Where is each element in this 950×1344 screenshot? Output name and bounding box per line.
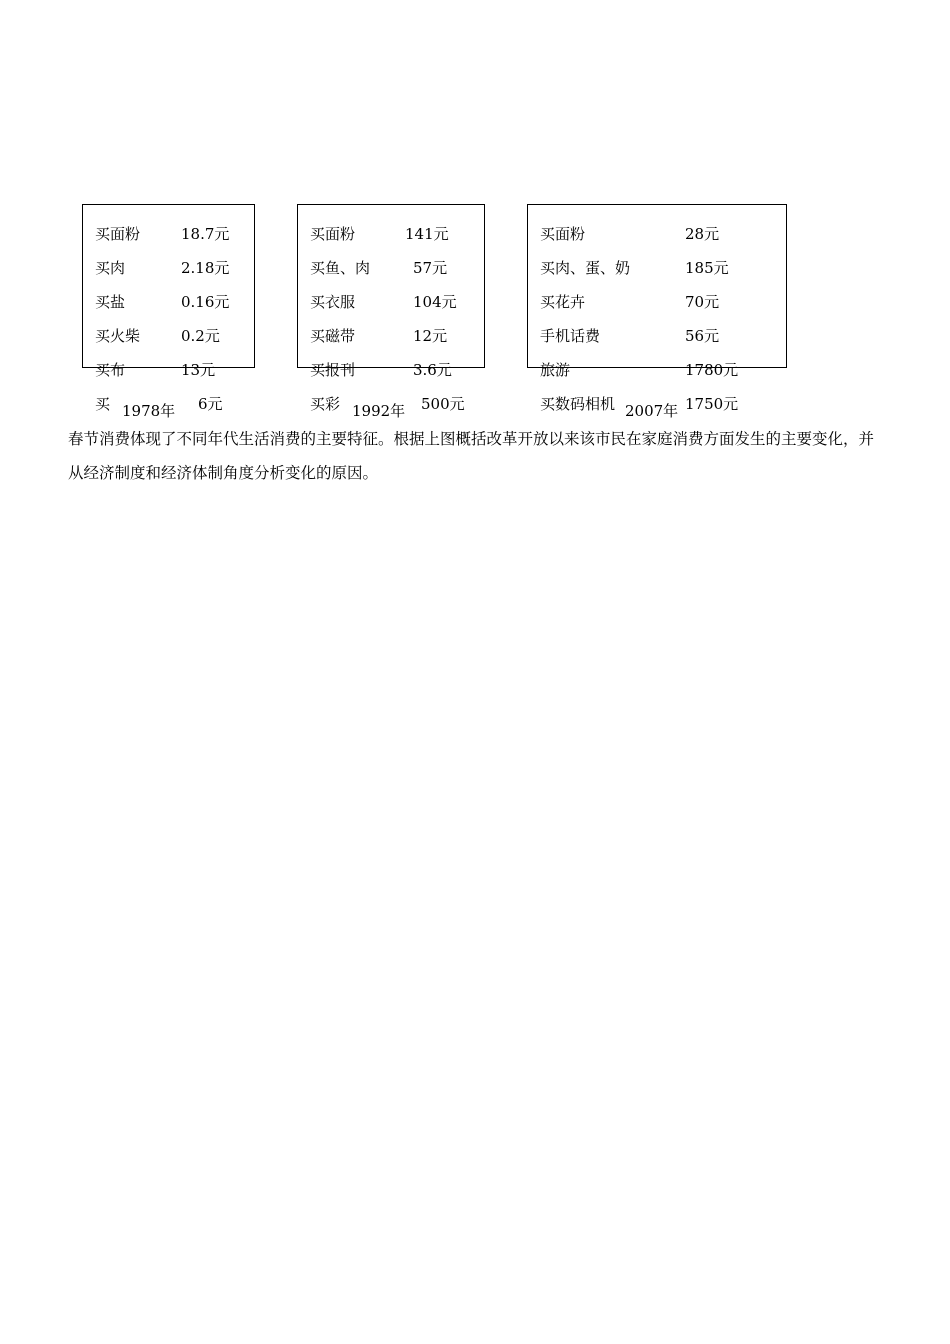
panel-1992-item-label: 买磁带 <box>310 327 356 345</box>
panel-1978-item-value: 0.2元 <box>181 327 220 345</box>
panel-1992-item-label: 买彩 <box>310 395 341 413</box>
panel-2007-item-value: 70元 <box>685 293 720 311</box>
panel-1992-item-label: 买衣服 <box>310 293 356 311</box>
panel-1978-item-value: 6元 <box>198 395 223 413</box>
panel-1978-item-label: 买肉 <box>95 259 126 277</box>
panel-2007-item-label: 买花卉 <box>540 293 586 311</box>
panel-1992-item-label: 买面粉 <box>310 225 356 243</box>
panel-1992-item-label: 买报刊 <box>310 361 356 379</box>
panel-2007-item-value: 28元 <box>685 225 720 243</box>
panel-2007-item-value: 56元 <box>685 327 720 345</box>
panel-2007-item-label: 手机话费 <box>540 327 601 345</box>
panel-1978-item-label: 买火柴 <box>95 327 141 345</box>
panel-1992-item-value: 141元 <box>405 225 449 243</box>
question-text: 春节消费体现了不同年代生活消费的主要特征。根据上图概括改革开放以来该市民在家庭消费方面发生的主要变化，并从经济制度和经济体制角度分析变化的原因。 <box>68 430 875 482</box>
panel-1978-item-value: 0.16元 <box>181 293 230 311</box>
panel-1978-item-value: 13元 <box>181 361 216 379</box>
panel-1992-year-caption: 1992年 <box>348 402 409 420</box>
panel-1978-item-label: 买布 <box>95 361 126 379</box>
panel-2007-item-label: 买肉、蛋、奶 <box>540 259 631 277</box>
panel-2007-year-caption: 2007年 <box>621 402 682 420</box>
panel-1992-item-value: 3.6元 <box>413 361 452 379</box>
panel-2007-item-value: 185元 <box>685 259 729 277</box>
panel-1978-year-caption: 1978年 <box>118 402 179 420</box>
panel-1992-item-value: 500元 <box>421 395 465 413</box>
panel-1978-item-label: 买 <box>95 395 111 413</box>
panel-1992-item-label: 买鱼、肉 <box>310 259 371 277</box>
panel-1978-item-value: 2.18元 <box>181 259 230 277</box>
panel-1992-item-value: 12元 <box>413 327 448 345</box>
panel-1992-item-value: 104元 <box>413 293 457 311</box>
panel-2007-item-label: 买面粉 <box>540 225 586 243</box>
panel-2007-item-label: 买数码相机 <box>540 395 616 413</box>
panel-2007-item-value: 1750元 <box>685 395 739 413</box>
panel-1978-item-value: 18.7元 <box>181 225 230 243</box>
panel-2007-item-label: 旅游 <box>540 361 571 379</box>
panel-1978-item-label: 买面粉 <box>95 225 141 243</box>
panel-1978-item-label: 买盐 <box>95 293 126 311</box>
panel-1992-item-value: 57元 <box>413 259 448 277</box>
panel-2007-item-value: 1780元 <box>685 361 739 379</box>
